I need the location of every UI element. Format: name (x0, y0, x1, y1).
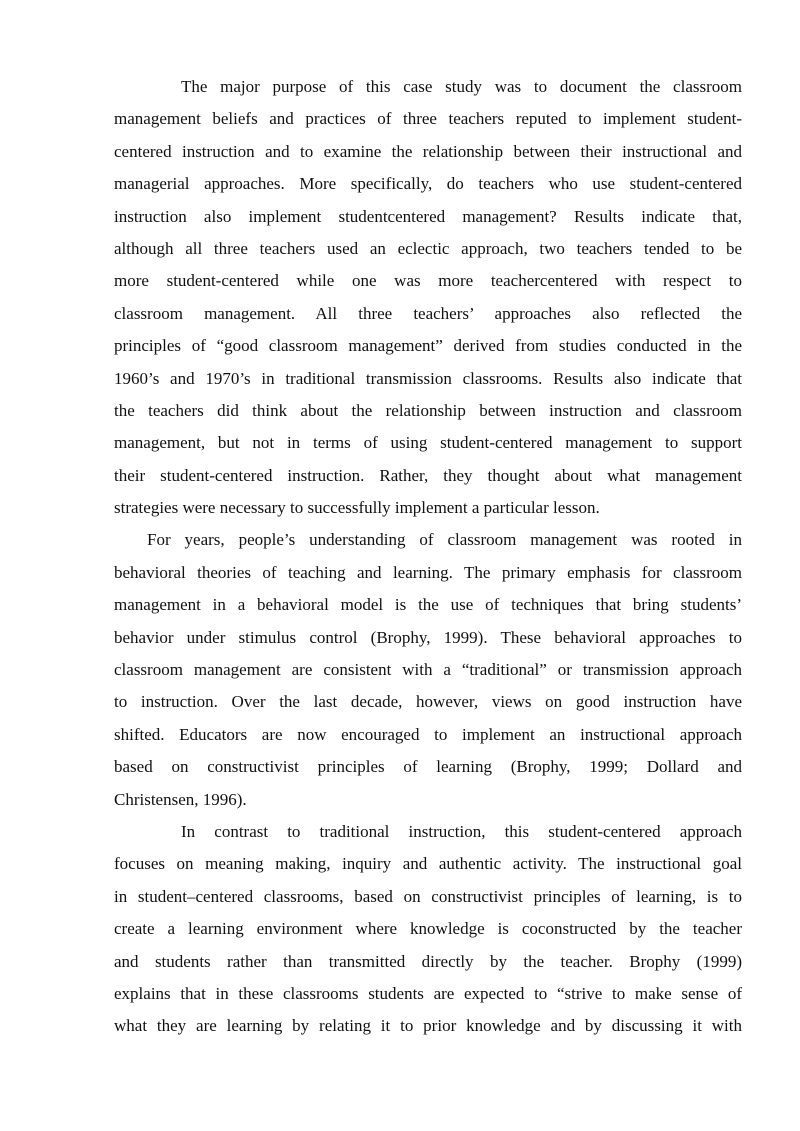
text-line: classroom management. All three teachers’ approaches also reflected the (114, 303, 742, 323)
text-line: centered instruction and to examine the relationship between their instructional and (114, 141, 742, 161)
text-line: For years, people’s understanding of classroom management was rooted in (147, 530, 742, 550)
text-line: In contrast to traditional instruction, this student-centered approach (181, 821, 742, 841)
text-line: instruction also implement studentcentered management? Results indicate that, (114, 206, 742, 226)
text-line: and students rather than transmitted directly by the teacher. Brophy (1999) (114, 951, 742, 971)
text-line: Christensen, 1996). (114, 789, 247, 809)
text-line: management in a behavioral model is the use of techniques that bring students’ (114, 595, 742, 615)
text-line: behavioral theories of teaching and learning. The primary emphasis for classroom (114, 562, 742, 582)
text-line: explains that in these classrooms students are expected to “strive to make sense of (114, 983, 742, 1003)
text-line: managerial approaches. More specifically, do teachers who use student-centered (114, 174, 742, 194)
paragraph-3 (114, 816, 742, 1043)
text-line: their student-centered instruction. Rather, they thought about what management (114, 465, 742, 485)
text-line: in student–centered classrooms, based on constructivist principles of learning, is to (114, 886, 742, 906)
text-line: what they are learning by relating it to prior knowledge and by discussing it with (114, 1016, 742, 1036)
text-line: behavior under stimulus control (Brophy, 1999). These behavioral approaches to (114, 627, 742, 647)
text-line: management, but not in terms of using student-centered management to support (114, 433, 742, 453)
text-line: create a learning environment where knowledge is coconstructed by the teacher (114, 919, 742, 939)
text-line: shifted. Educators are now encouraged to implement an instructional approach (114, 724, 742, 744)
text-line: management beliefs and practices of three teachers reputed to implement student- (114, 109, 742, 129)
text-line: more student-centered while one was more teachercentered with respect to (114, 271, 742, 291)
text-line: principles of “good classroom management” derived from studies conducted in the (114, 336, 742, 356)
text-line: strategies were necessary to successfully implement a particular lesson. (114, 498, 600, 518)
paragraph-1 (114, 71, 742, 524)
text-line: The major purpose of this case study was to document the classroom (181, 77, 742, 96)
text-line: the teachers did think about the relationship between instruction and classroom (114, 400, 742, 420)
text-line: focuses on meaning making, inquiry and authentic activity. The instructional goal (114, 854, 742, 874)
text-line: although all three teachers used an eclectic approach, two teachers tended to be (114, 238, 742, 258)
paragraph-2 (114, 524, 742, 816)
text-line: classroom management are consistent with a “traditional” or transmission approach (114, 660, 742, 680)
body-text (114, 71, 742, 1043)
text-line: based on constructivist principles of learning (Brophy, 1999; Dollard and (114, 757, 742, 777)
text-line: 1960’s and 1970’s in traditional transmission classrooms. Results also indicate that (114, 368, 742, 388)
text-line: to instruction. Over the last decade, however, views on good instruction have (114, 692, 742, 712)
